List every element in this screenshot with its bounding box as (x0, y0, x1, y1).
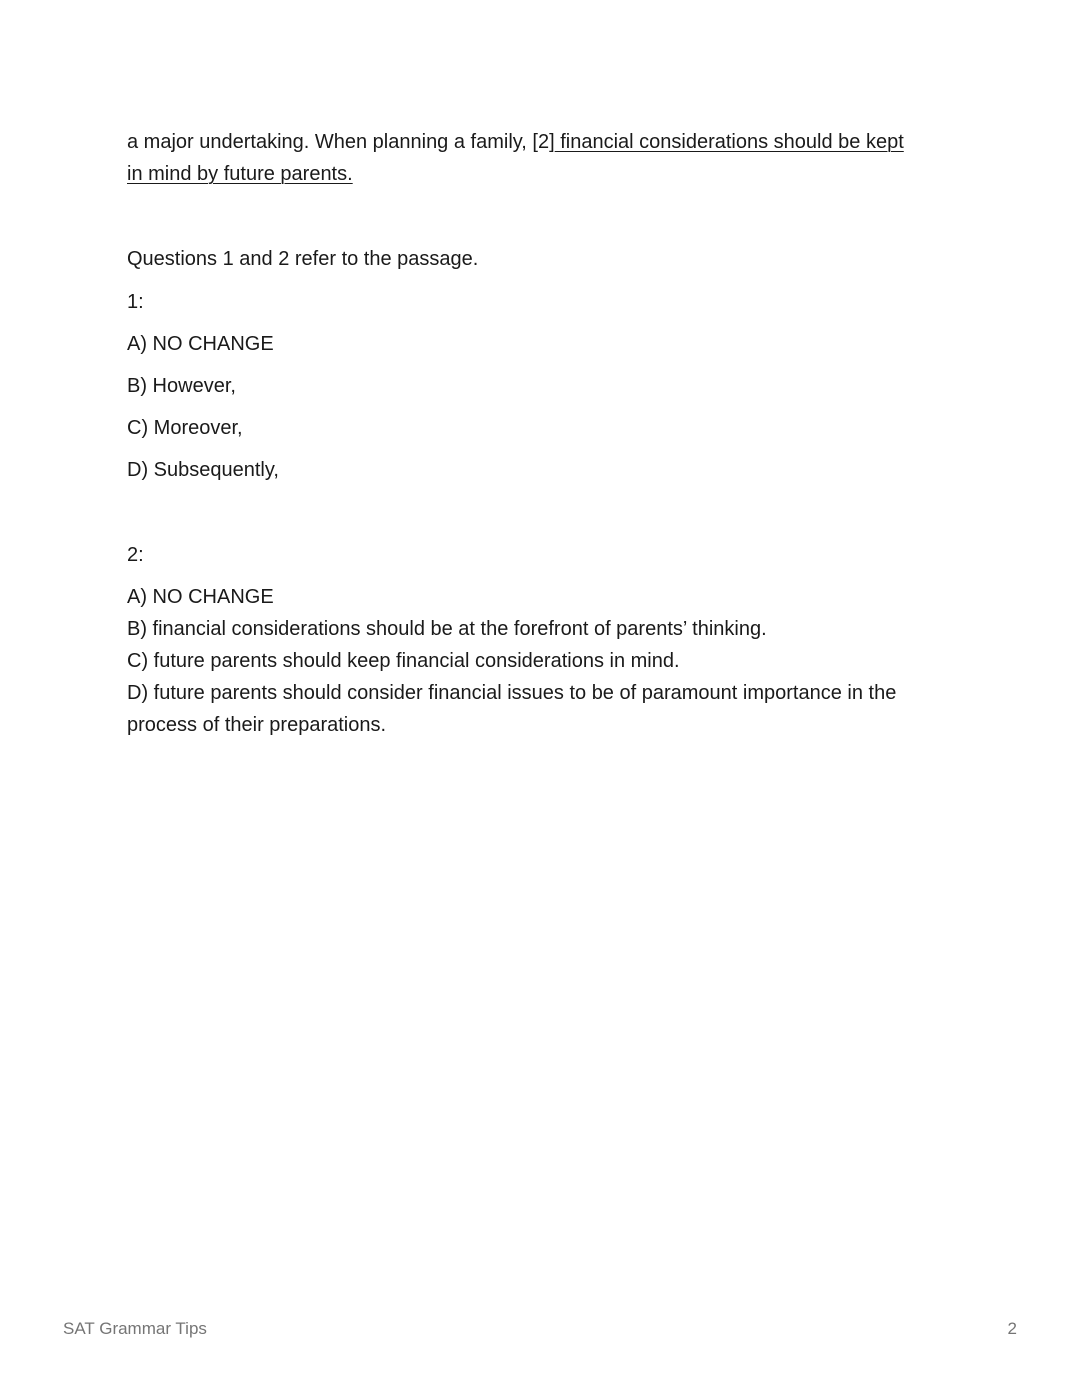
answer-option: B) financial considerations should be at the forefront of parents’ thinking. (127, 618, 767, 640)
answer-option: D) Subsequently, (127, 459, 279, 481)
page-number: 2 (1007, 1319, 1017, 1338)
passage-underlined-1: financial considerations should be kept (554, 131, 904, 153)
passage-excerpt (127, 126, 957, 190)
passage-marker: [2] (532, 131, 555, 153)
questions-intro: Questions 1 and 2 refer to the passage. (127, 248, 479, 270)
answer-option: A) NO CHANGE (127, 586, 274, 608)
document-body (127, 126, 957, 736)
passage-underlined-2: in mind by future parents. (127, 163, 353, 185)
answer-option: A) NO CHANGE (127, 333, 274, 355)
question-2 (127, 539, 957, 741)
answer-option: C) Moreover, (127, 417, 243, 439)
answer-option: B) However, (127, 375, 236, 397)
question-1 (127, 286, 279, 486)
footer-title: SAT Grammar Tips (63, 1319, 207, 1338)
answer-option: D) future parents should consider financial issues to be of paramount importance in the process of their preparations. (127, 682, 897, 736)
question-number: 1: (127, 291, 144, 313)
question-number: 2: (127, 544, 144, 566)
passage-lead: a major undertaking. When planning a family, (127, 131, 533, 153)
answer-option: C) future parents should keep financial considerations in mind. (127, 650, 680, 672)
